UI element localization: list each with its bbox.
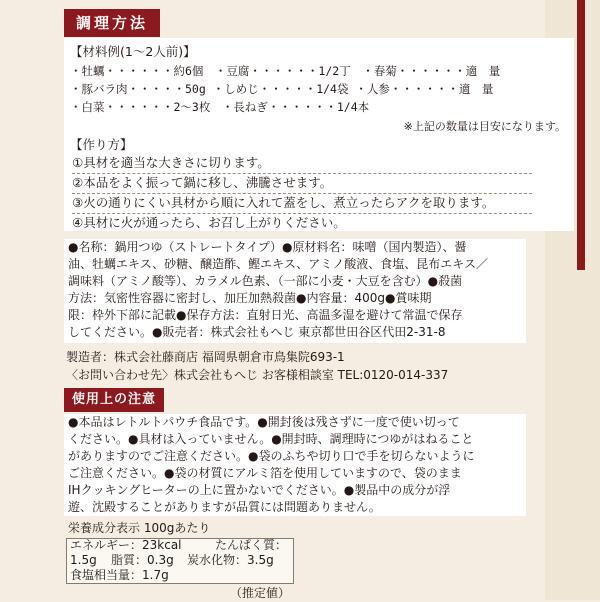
nutrition-table bbox=[66, 538, 294, 584]
caution-panel bbox=[64, 414, 526, 516]
nutrition-title: 栄養成分表示 100gあたり bbox=[68, 521, 211, 535]
caution-line-1: ●本品はレトルトパウチ食品です。●開封後は残さずに一度で使い切って bbox=[68, 415, 460, 429]
ingredient-row-2: ・豚バラ肉・・・・・50g ・しめじ・・・・・1/4袋 ・人参・・・・・・適 量 bbox=[70, 82, 494, 96]
step-2: ②本品をよく振って鍋に移し、沸騰させます。 bbox=[72, 175, 333, 190]
caution-line-4: ご注意ください。●袋の材質にアルミ箔を使用していますので、袋のまま bbox=[68, 466, 462, 480]
ingredients-note: ※上記の数量は目安になります。 bbox=[403, 120, 566, 133]
caution-line-5: IHクッキングヒーターの上に置かないでください。●製品中の成分が浮 bbox=[68, 483, 451, 497]
nutrition-salt: 食塩相当量：1.7g bbox=[70, 568, 169, 582]
nutrition-energy: エネルギー：23kcal bbox=[70, 538, 182, 552]
product-info-panel bbox=[64, 239, 526, 343]
manufacturer-line: 製造者：株式会社藤商店 福岡県朝倉市鳥集院693-1 bbox=[66, 350, 345, 364]
nutrition-protein-value: 1.5g bbox=[70, 553, 97, 567]
ingredients-heading: 【材料例(1～2人前)】 bbox=[70, 44, 196, 59]
caution-line-3: がありますのでご注意ください。●袋のふちや切り口で手を切らないように bbox=[68, 449, 475, 463]
steps-heading: 【作り方】 bbox=[70, 137, 133, 152]
step-3: ③火の通りにくい具材から順に入れて蓋をし、煮立ったらアクを取ります。 bbox=[72, 195, 495, 210]
ingredient-row-1: ・牡蠣・・・・・・約6個 ・豆腐・・・・・・1/2丁 ・春菊・・・・・・適 量 bbox=[70, 64, 501, 78]
nutrition-estimate: （推定値） bbox=[230, 586, 291, 600]
cooking-method-panel bbox=[64, 38, 574, 231]
product-info-line-1: ●名称：鍋用つゆ（ストレートタイプ）●原材料名：味噌（国内製造）、醤 bbox=[68, 240, 467, 254]
ingredient-row-3: ・白菜・・・・・・2～3枚 ・長ねぎ・・・・・・1/4本 bbox=[70, 100, 370, 114]
contact-line: 〈お問い合わせ先〉株式会社もへじ お客様相談室 TEL:0120-014-337 bbox=[66, 368, 449, 382]
red-edge-band bbox=[577, 0, 585, 270]
product-info-line-3: 調味料（アミノ酸等）、カラメル色素、（一部に小麦・大豆を含む）●殺菌 bbox=[68, 274, 463, 288]
product-info-line-4: 方法：気密性容器に密封し、加圧加熱殺菌●内容量：400g●賞味期 bbox=[68, 291, 432, 305]
nutrition-carb: 炭水化物：3.5g bbox=[187, 553, 274, 567]
nutrition-fat: 脂質：0.3g bbox=[111, 553, 174, 567]
product-info-line-5: 限：枠外下部に記載●保存方法：直射日光、高温多湿を避けて常温で保存 bbox=[68, 308, 463, 322]
step-1: ①具材を適当な大きさに切ります。 bbox=[72, 155, 270, 170]
caution-line-6: 遊、沈殿することがありますが品質には問題ありません。 bbox=[68, 500, 381, 514]
product-info-line-2: 油、牡蠣エキス、砂糖、醸造酢、鰹エキス、アミノ酸液、食塩、昆布エキス／ bbox=[68, 257, 489, 271]
cooking-method-header: 調理方法 bbox=[64, 9, 160, 37]
caution-line-2: ください。●具材は入っていません。●開封時、調理時につゆがはねること bbox=[68, 432, 474, 446]
product-info-line-6: してください。●販売者：株式会社もへじ 東京都世田谷区代田2-31-8 bbox=[68, 325, 446, 339]
nutrition-protein-label: たんぱく質： bbox=[215, 538, 288, 552]
caution-header: 使用上の注意 bbox=[64, 388, 164, 412]
step-4: ④具材に火が通ったら、お召し上がりください。 bbox=[72, 215, 346, 230]
